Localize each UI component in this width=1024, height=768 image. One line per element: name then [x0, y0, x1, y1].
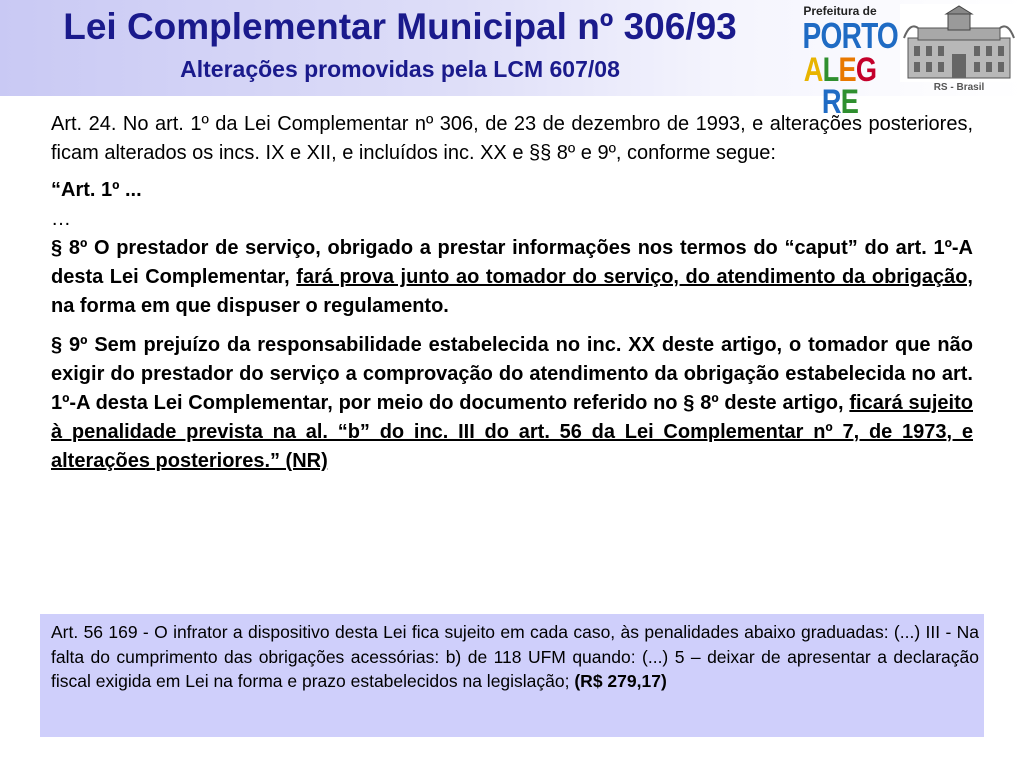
penalty-note-box: [40, 614, 984, 737]
ellipsis-line: …: [51, 208, 71, 230]
penalty-note-text: Art. 56 169 - O infrator a dispositivo desta Lei fica sujeito em cada caso, às penalidades abaixo graduadas: (...) III - Na falta do cumprimento das obrigações acessórias: b) de 118 UFM quando: (...) 5 – deixar de apresentar a declaração fiscal exigida em Lei na forma e prazo estabelecidos na legislação;: [51, 622, 979, 691]
article-intro: Art. 24. No art. 1º da Lei Complementar nº 306, de 23 de dezembro de 1993, e alterações posteriores, ficam alterados os incs. IX e XII, e incluídos inc. XX e §§ 8º e 9º, conforme segue:: [51, 113, 973, 164]
logo-letter: E: [840, 83, 859, 121]
logo-line2: PORTO: [802, 15, 899, 56]
logo-letter: A: [803, 51, 823, 89]
logo-line3: [802, 51, 879, 121]
page-title: Lei Complementar Municipal nº 306/93: [63, 6, 737, 47]
city-hall-building-image: [900, 4, 1018, 94]
logo-letter: G: [855, 51, 877, 89]
building-icon: [900, 4, 1018, 82]
penalty-note: [51, 620, 979, 694]
article-body: [51, 110, 973, 476]
logo-letter: R: [821, 83, 841, 121]
seal-caption: RS - Brasil: [933, 82, 985, 93]
paragraph-8-end: na forma em que dispuser o regulamento.: [51, 295, 449, 317]
penalty-amount: (R$ 279,17): [574, 671, 667, 691]
paragraph-8-underlined: fará prova junto ao tomador do serviço, do atendimento da obrigação,: [296, 266, 973, 288]
paragraph-9-underlined: ficará sujeito à penalidade prevista na al. “b” do inc. III do art. 56 da Lei Complementar nº 7, de 1973, e alterações posteriores.” (NR): [51, 392, 973, 472]
logo-letter: E: [838, 51, 856, 89]
paragraph-8: [51, 234, 973, 321]
paragraph-9: [51, 331, 973, 476]
logo-line1: Prefeitura de: [803, 4, 877, 18]
paragraph-8-text: § 8º O prestador de serviço, obrigado a prestar informações nos termos do “caput” do art. 1º-A desta Lei Complementar,: [51, 237, 973, 288]
paragraph-9-text: § 9º Sem prejuízo da responsabilidade estabelecida no inc. XX deste artigo, o tomador que não exigir do prestador do serviço a comprovação do atendimento da obrigação estabelecida no art. 1º-A desta Lei Complementar, por meio do documento referido no § 8º deste artigo,: [51, 334, 973, 414]
page-subtitle: Alterações promovidas pela LCM 607/08: [180, 56, 620, 82]
art1-heading: “Art. 1º ...: [51, 179, 142, 201]
logo-letter: L: [822, 51, 839, 89]
prefeitura-logo: [792, 2, 899, 121]
header-banner: [0, 0, 1024, 121]
